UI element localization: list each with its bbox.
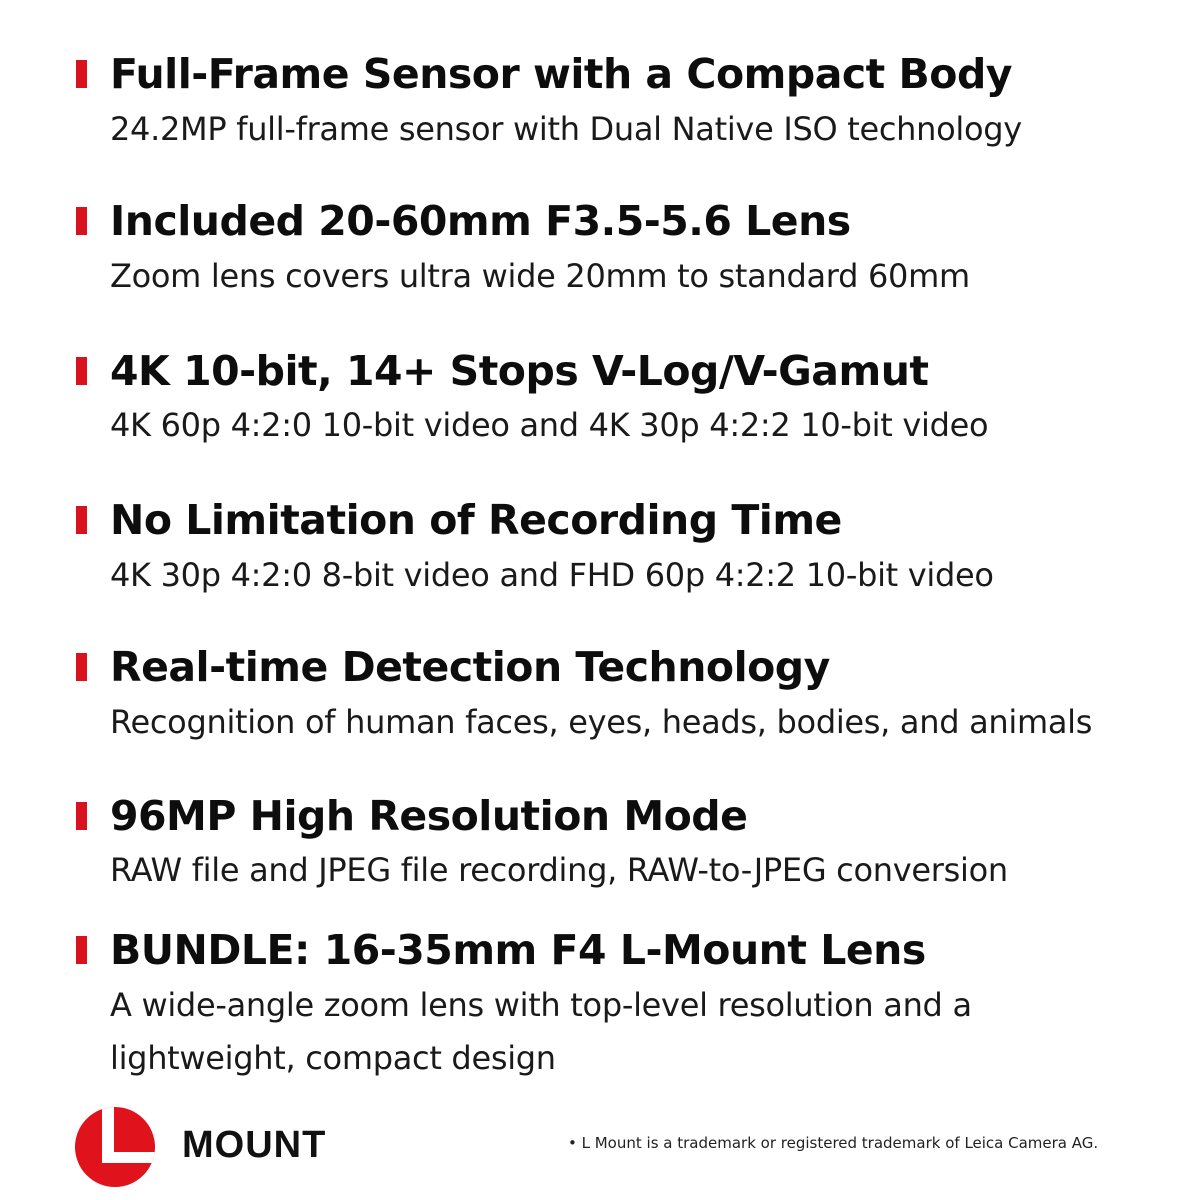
feature-description: 4K 30p 4:2:0 8-bit video and FHD 60p 4:2:2 10-bit video — [110, 556, 994, 594]
feature-title: Included 20-60mm F3.5-5.6 Lens — [110, 197, 851, 245]
red-bullet-icon — [76, 506, 87, 534]
red-bullet-icon — [76, 653, 87, 681]
feature-description: Zoom lens covers ultra wide 20mm to standard 60mm — [110, 257, 970, 295]
feature-title: BUNDLE: 16-35mm F4 L-Mount Lens — [110, 926, 926, 974]
feature-title: Full-Frame Sensor with a Compact Body — [110, 50, 1013, 98]
trademark-note: • L Mount is a trademark or registered trademark of Leica Camera AG. — [568, 1134, 1099, 1152]
feature-description-line2: lightweight, compact design — [110, 1039, 556, 1077]
feature-title: Real-time Detection Technology — [110, 643, 830, 691]
feature-title: No Limitation of Recording Time — [110, 496, 842, 544]
l-mount-logo-icon — [75, 1107, 155, 1187]
mount-label: MOUNT — [182, 1124, 327, 1166]
feature-description: RAW file and JPEG file recording, RAW-to-JPEG conversion — [110, 851, 1008, 889]
red-bullet-icon — [76, 60, 87, 88]
feature-description: Recognition of human faces, eyes, heads, bodies, and animals — [110, 703, 1093, 741]
feature-description: 24.2MP full-frame sensor with Dual Native ISO technology — [110, 110, 1022, 148]
red-bullet-icon — [76, 802, 87, 830]
feature-title: 4K 10-bit, 14+ Stops V-Log/V-Gamut — [110, 347, 929, 395]
red-bullet-icon — [76, 207, 87, 235]
feature-title: 96MP High Resolution Mode — [110, 792, 748, 840]
red-bullet-icon — [76, 936, 87, 964]
feature-description: A wide-angle zoom lens with top-level resolution and a — [110, 986, 972, 1024]
red-bullet-icon — [76, 357, 87, 385]
feature-description: 4K 60p 4:2:0 10-bit video and 4K 30p 4:2:2 10-bit video — [110, 406, 989, 444]
